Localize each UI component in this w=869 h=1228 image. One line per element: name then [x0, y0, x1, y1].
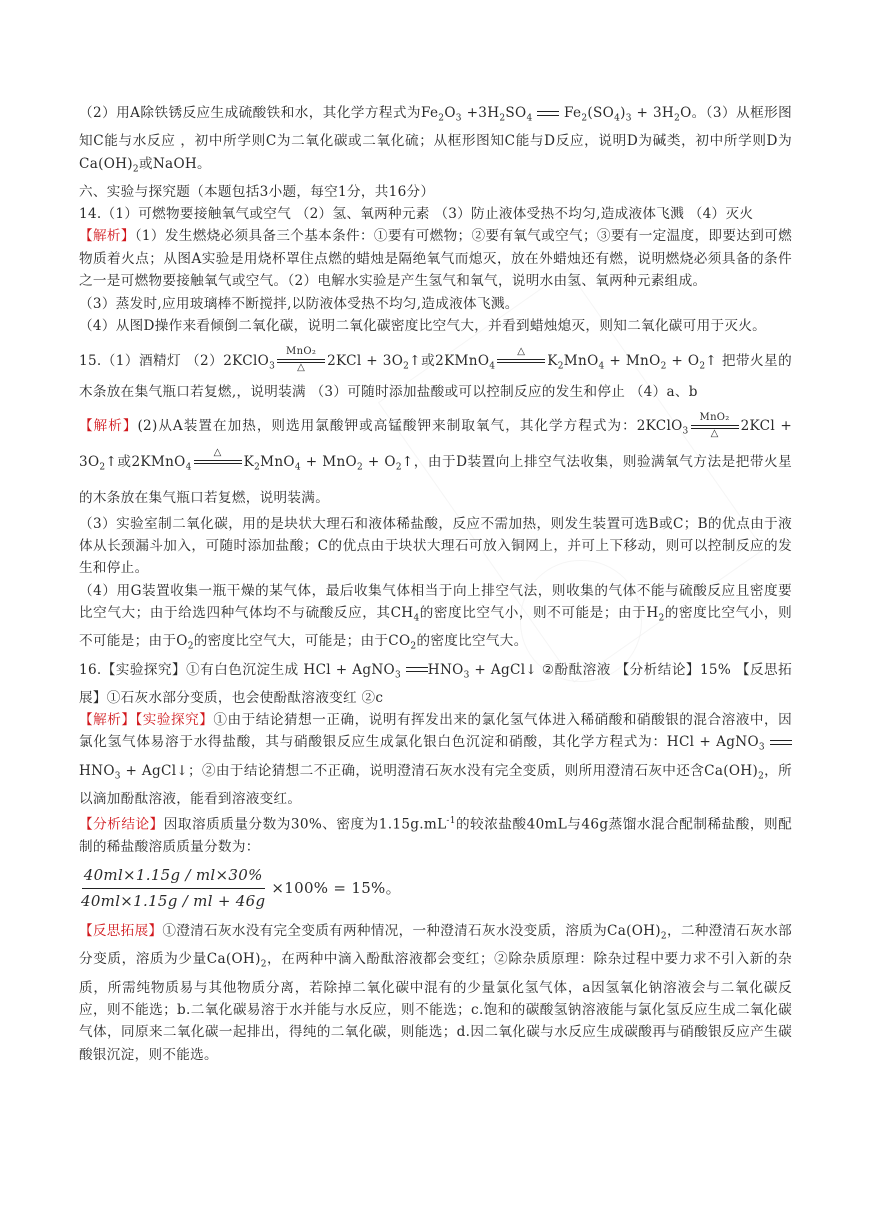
subscript: 2 [438, 113, 445, 124]
superscript: -1 [446, 816, 456, 827]
text: HNO [79, 762, 115, 779]
text: + AgCl↓ ②酚酞溶液 【分析结论】15% 【反思拓展】①石灰水部分变质，也会使酚酞溶液变红 ②c [79, 661, 792, 706]
subscript: 2 [581, 113, 588, 124]
q14-answer: 14.（1）可燃物要接触氧气或空气 （2）氢、氧两种元素 （3）防止液体受热不均匀,造成液体飞溅 （4）灭火 [79, 206, 754, 223]
text: 2KCl + 3O [327, 352, 404, 369]
subscript: 2 [260, 960, 267, 971]
subscript: 2 [356, 462, 364, 473]
subscript: 2 [395, 462, 402, 473]
text: 因取溶质质量分数为30%、密度为1.15g.mL [163, 816, 447, 833]
text: HNO [427, 661, 464, 678]
section-heading: 六、实验与探究题（本题包括3小题，每空1分，共16分） [79, 183, 435, 200]
text: ↑或2KMnO [409, 352, 490, 369]
text: 或NaOH。 [138, 155, 211, 172]
subscript: 3 [463, 670, 470, 681]
text: 的密度比空气小，则不可能是；由于H [419, 605, 659, 622]
q16-explanation-2 [79, 810, 792, 858]
text: （4）用G装置收集一瓶干燥的某气体，最后收集气体相当于向上排空气法，则收集的气体不能与硫酸反应且密度要比空气大；由于给选四种气体均不与硫酸反应，其CH [79, 582, 792, 622]
equals-sign [406, 665, 428, 675]
text: O。（3）从框形图知C能与水反应 ，初中所学则C为二氧化碳或二氧化硫；从框形图知C能与D反应，说明D为碱类，初中所学则D为Ca(OH) [79, 105, 793, 172]
text: K [243, 453, 255, 470]
paragraph-q13-explanation [79, 102, 792, 181]
q14-explanation-3: （3）蒸发时,应用玻璃棒不断搅拌,以防液体受热不均匀,造成液体飞溅。 [79, 295, 519, 312]
section-tag: 【实验探究】 [135, 712, 214, 729]
text: O [444, 105, 456, 121]
fraction [79, 864, 267, 912]
subscript: 4 [489, 361, 496, 372]
heat-label: △ [297, 362, 306, 373]
subscript: 4 [598, 361, 605, 372]
subscript: 2 [660, 932, 667, 942]
text: ↑ 把带火星的木条放在集气瓶口若复燃,，说明装满 （3）可随时添加盐酸或可以控制反应的发生和停止 （4）a、b [79, 352, 793, 401]
subscript: 2 [410, 642, 417, 653]
subscript: 3 [682, 426, 689, 437]
subscript: 4 [614, 113, 621, 124]
equals-sign [770, 738, 792, 748]
subscript: 3 [394, 670, 401, 681]
q16-explanation-1 [79, 709, 792, 810]
equals-line [497, 359, 545, 360]
subscript: 2 [699, 361, 706, 372]
text: +3H [461, 105, 500, 121]
subscript: 4 [185, 462, 192, 473]
analysis-tag: 【解析】 [79, 418, 138, 435]
subscript: 2 [254, 462, 261, 473]
equals-line [277, 359, 325, 360]
subscript: 4 [294, 462, 301, 473]
heat-label: △ [517, 346, 526, 357]
q15-explanation-4 [79, 580, 792, 659]
fraction-numerator: 40ml×1.15g / ml×30% [82, 864, 265, 888]
text: ，在两种中滴入酚酞溶液都会变红；②除杂质原理：除杂过程中要力求不引入新的杂质，所需纯物质易与其他物质分离，若除掉二氧化碳中混有的少量氯化氢气体，a因氢氧化钠溶液会与二氧化碳反应，则不能选；b.二氧化碳易溶于水并能与水反应，则不能选；c.饱和的碳酸氢钠溶液能与氯化氢反应生成二氧化碳气体，同原来二氧化碳一起排出，得纯的二氧化碳，则能选；d.因二氧化碳与水反应生成碳酸再与硝酸银反应产生碳酸银沉淀，则不能选。 [79, 951, 792, 1063]
subscript: 2 [674, 113, 681, 124]
equals-line [497, 362, 545, 363]
text: ，二种澄清石灰水部分变质，溶质为少量Ca(OH) [79, 923, 792, 968]
text: ↑或2KMnO [105, 453, 186, 470]
catalyst-label: MnO₂ [286, 346, 317, 357]
analysis-tag: 【解析】 [79, 712, 136, 729]
text: ) [620, 105, 626, 121]
subscript: 2 [403, 361, 410, 372]
formula [79, 864, 792, 912]
text: (2)从A装置在加热，则选用氯酸钾或高锰酸钾来制取氧气，其化学方程式为：2KClO [137, 418, 683, 435]
subscript: 3 [114, 771, 121, 782]
text: + 3O [79, 418, 793, 470]
equals-line [194, 463, 242, 464]
text: + O [666, 352, 700, 369]
text: （1）发生燃烧必须具备三个基本条件：①要有可燃物；②要有氧气或空气；③要有一定温度，即要达到可燃物质着火点；从图A实验是用烧杯罩住点燃的蜡烛是隔绝氧气而熄灭，放在外蜡烛还有燃，说明燃烧必须具备的条件之一是可燃物要接触氧气或空气。（2）电解水实验是产生氢气和氧气，说明水由氢、氧两种元素组成。 [79, 228, 793, 290]
text: MnO [563, 352, 599, 369]
text: 15.（1）酒精灯 （2）2KClO [79, 352, 270, 369]
text: 16.【实验探究】①有白色沉淀生成 HCl + AgNO [79, 661, 395, 678]
subscript: 2 [758, 771, 765, 782]
document-body [79, 102, 792, 1066]
subscript: 2 [187, 642, 194, 653]
subscript: 2 [132, 164, 139, 175]
subscript: 2 [660, 361, 667, 372]
equals-sign [537, 109, 559, 119]
text: 的较浓盐酸40mL与46g蒸馏水混合配制稀盐酸，则配制的稀盐酸溶质质量分数为： [79, 816, 792, 856]
text: Fe [564, 105, 582, 121]
equals-line [194, 460, 242, 461]
subscript: 3 [455, 113, 462, 124]
subscript: 2 [557, 361, 564, 372]
text: 的密度比空气小，则不可能是；由于O [79, 605, 792, 650]
subscript: 4 [413, 614, 420, 624]
subscript: 4 [526, 113, 533, 124]
catalyst-label: MnO₂ [699, 411, 730, 423]
q15-explanation-2 [79, 411, 792, 512]
section-tag: 【反思拓展】 [79, 923, 163, 940]
text: + 3H [631, 105, 675, 121]
text: 2KCl [740, 418, 775, 435]
reaction-condition [277, 346, 325, 373]
subscript: 2 [99, 462, 106, 473]
text: + O [363, 453, 396, 470]
subscript: 3 [269, 361, 276, 372]
reaction-condition [691, 411, 739, 439]
q14-explanation-1 [79, 225, 792, 292]
text: ①由于结论猜想一正确，说明有挥发出来的氯化氢气体进入稀硝酸和硝酸银的混合溶液中，因氯化氢气体易溶于水得盐酸，其与硝酸银反应生成氯化银白色沉淀和硝酸，其化学方程式为：HCl + AgNO [79, 712, 793, 751]
reaction-condition [194, 447, 242, 473]
heat-label: △ [213, 447, 222, 459]
text: （2）用A除铁锈反应生成硫酸铁和水，其化学方程式为Fe [79, 105, 439, 121]
spacer [79, 338, 792, 348]
subscript: 2 [658, 614, 665, 624]
q16-explanation-3 [79, 920, 792, 1066]
text: ①澄清石灰水没有完全变质有两种情况，一种澄清石灰水没变质，溶质为Ca(OH) [162, 923, 661, 940]
text: + MnO [604, 352, 661, 369]
text: 的密度比空气大。 [416, 633, 528, 650]
subscript: 3 [758, 743, 765, 754]
text: 的密度比空气大，可能是；由于CO [193, 633, 411, 650]
equals-line [691, 425, 739, 426]
text: SO [505, 105, 527, 121]
section-tag: 【分析结论】 [79, 816, 164, 833]
formula-result: ×100% = 15%。 [271, 879, 401, 898]
text: + AgCl↓；②由于结论猜想二不正确，说明澄清石灰水没有完全变质，则所用澄清石灰中还含Ca(OH) [120, 762, 759, 779]
fraction-denominator: 40ml×1.15g / ml + 46g [81, 891, 266, 910]
analysis-tag: 【解析】 [79, 228, 135, 245]
heat-label: △ [710, 427, 719, 439]
subscript: 2 [499, 113, 506, 124]
text: + MnO [300, 453, 357, 470]
text: MnO [260, 453, 295, 470]
text: K [547, 352, 558, 369]
reaction-condition [497, 346, 545, 372]
q15-explanation-3: （3）实验室制二氧化碳，用的是块状大理石和液体稀盐酸，反应不需加热，则发生装置可选B或C；B的优点由于液体从长颈漏斗加入，可随时添加盐酸；C的优点由于块状大理石可放入铜网上，并可上下移动，则可以控制反应的发生和停止。 [79, 515, 792, 577]
text: (SO [587, 105, 615, 121]
subscript: 3 [625, 113, 632, 124]
q16-answer [79, 659, 792, 710]
q14-explanation-4: （4）从图D操作来看倾倒二氧化碳，说明二氧化碳密度比空气大，并看到蜡烛熄灭，则知二氧化碳可用于灭火。 [79, 318, 767, 335]
q15-answer [79, 348, 792, 406]
text: ，所以滴加酚酞溶液，能看到溶液变红。 [79, 762, 792, 807]
text: ↑，由于D装置向上排空气法收集，则验满氧气方法是把带火星的木条放在集气瓶口若复燃，说明装满。 [79, 453, 792, 506]
